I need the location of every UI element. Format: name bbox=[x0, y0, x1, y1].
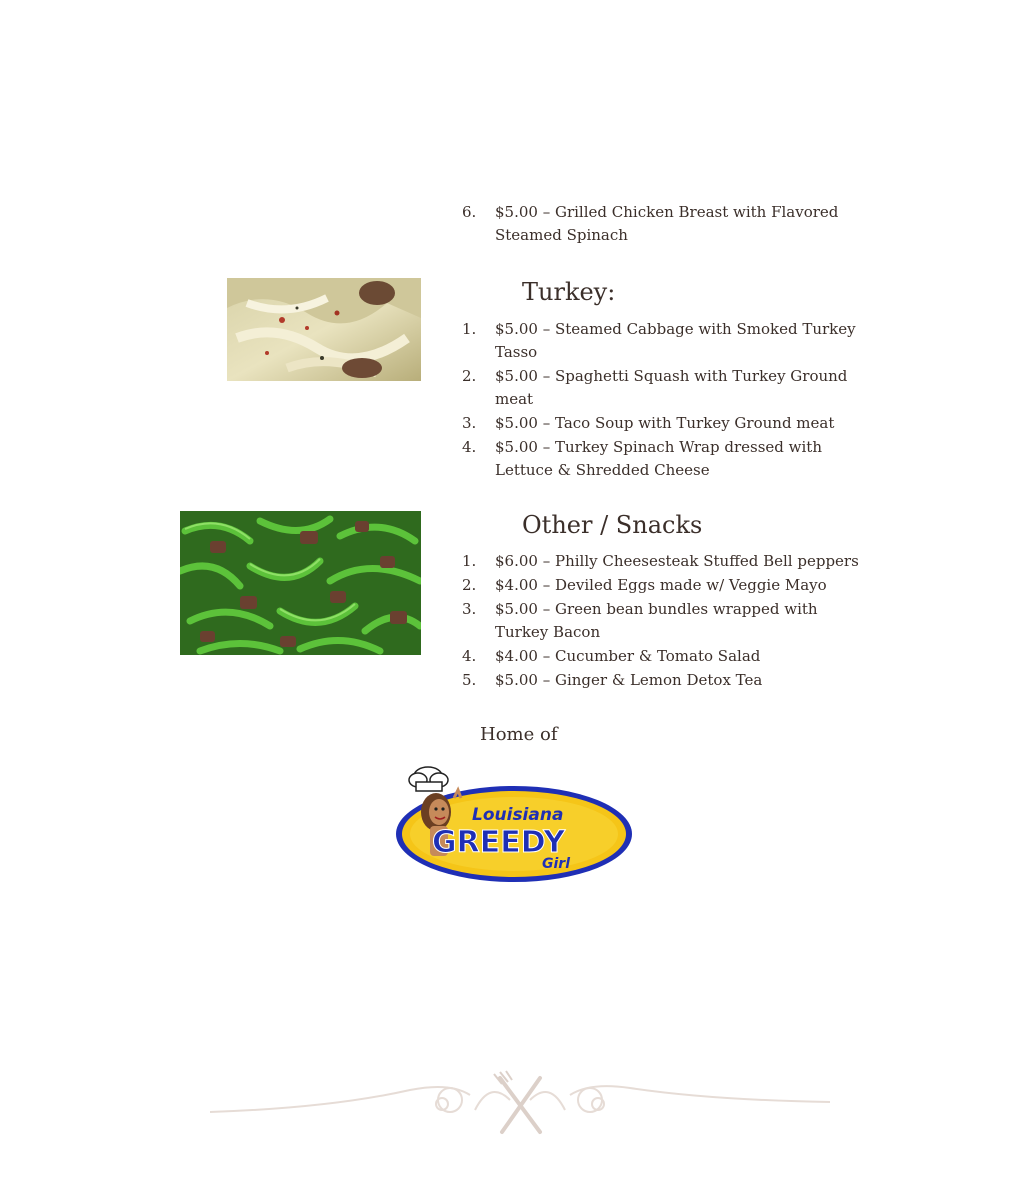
item-text: $4.00 – Cucumber & Tomato Salad bbox=[495, 647, 761, 665]
list-item bbox=[462, 318, 862, 364]
list-item bbox=[462, 669, 862, 692]
turkey-list bbox=[462, 318, 862, 483]
cabbage-photo bbox=[227, 278, 421, 381]
item-number: 1. bbox=[462, 320, 477, 338]
list-item bbox=[462, 574, 862, 597]
item-text: $5.00 – Turkey Spinach Wrap dressed with Lettuce & Shredded Cheese bbox=[495, 438, 822, 479]
item-text: $5.00 – Taco Soup with Turkey Ground meat bbox=[495, 414, 835, 432]
list-item bbox=[462, 550, 862, 573]
home-of-text: Home of bbox=[480, 724, 558, 745]
item-number: 3. bbox=[462, 414, 477, 432]
logo-line3: Girl bbox=[542, 856, 570, 872]
item-number: 2. bbox=[462, 576, 477, 594]
list-item bbox=[462, 645, 862, 668]
item-text: $4.00 – Deviled Eggs made w/ Veggie Mayo bbox=[495, 576, 827, 594]
item-number: 1. bbox=[462, 552, 477, 570]
logo-line2: GREEDY bbox=[432, 825, 566, 860]
item-text: $6.00 – Philly Cheesesteak Stuffed Bell peppers bbox=[495, 552, 859, 570]
item-text: $5.00 – Steamed Cabbage with Smoked Turkey Tasso bbox=[495, 320, 856, 361]
item-number: 6. bbox=[462, 203, 477, 221]
list-item bbox=[462, 365, 862, 411]
item-number: 5. bbox=[462, 671, 477, 689]
item-number: 4. bbox=[462, 647, 477, 665]
snacks-list bbox=[462, 550, 862, 693]
snacks-heading: Other / Snacks bbox=[522, 511, 703, 539]
item-number: 3. bbox=[462, 600, 477, 618]
item-text: $5.00 – Grilled Chicken Breast with Flavored Steamed Spinach bbox=[495, 203, 839, 244]
item-number: 2. bbox=[462, 367, 477, 385]
item-number: 4. bbox=[462, 438, 477, 456]
turkey-heading: Turkey: bbox=[522, 278, 616, 306]
pepper-steak-photo bbox=[180, 511, 421, 655]
item-text: $5.00 – Ginger & Lemon Detox Tea bbox=[495, 671, 763, 689]
fork-knife-flourish-ornament bbox=[210, 1070, 830, 1140]
louisiana-greedy-girl-logo bbox=[392, 762, 637, 886]
list-item bbox=[462, 598, 862, 644]
list-item bbox=[462, 436, 862, 482]
list-item bbox=[462, 201, 862, 247]
logo-line1: Louisiana bbox=[472, 805, 564, 825]
chicken-list bbox=[462, 201, 862, 248]
item-text: $5.00 – Green bean bundles wrapped with Turkey Bacon bbox=[495, 600, 818, 641]
list-item bbox=[462, 412, 862, 435]
item-text: $5.00 – Spaghetti Squash with Turkey Ground meat bbox=[495, 367, 848, 408]
